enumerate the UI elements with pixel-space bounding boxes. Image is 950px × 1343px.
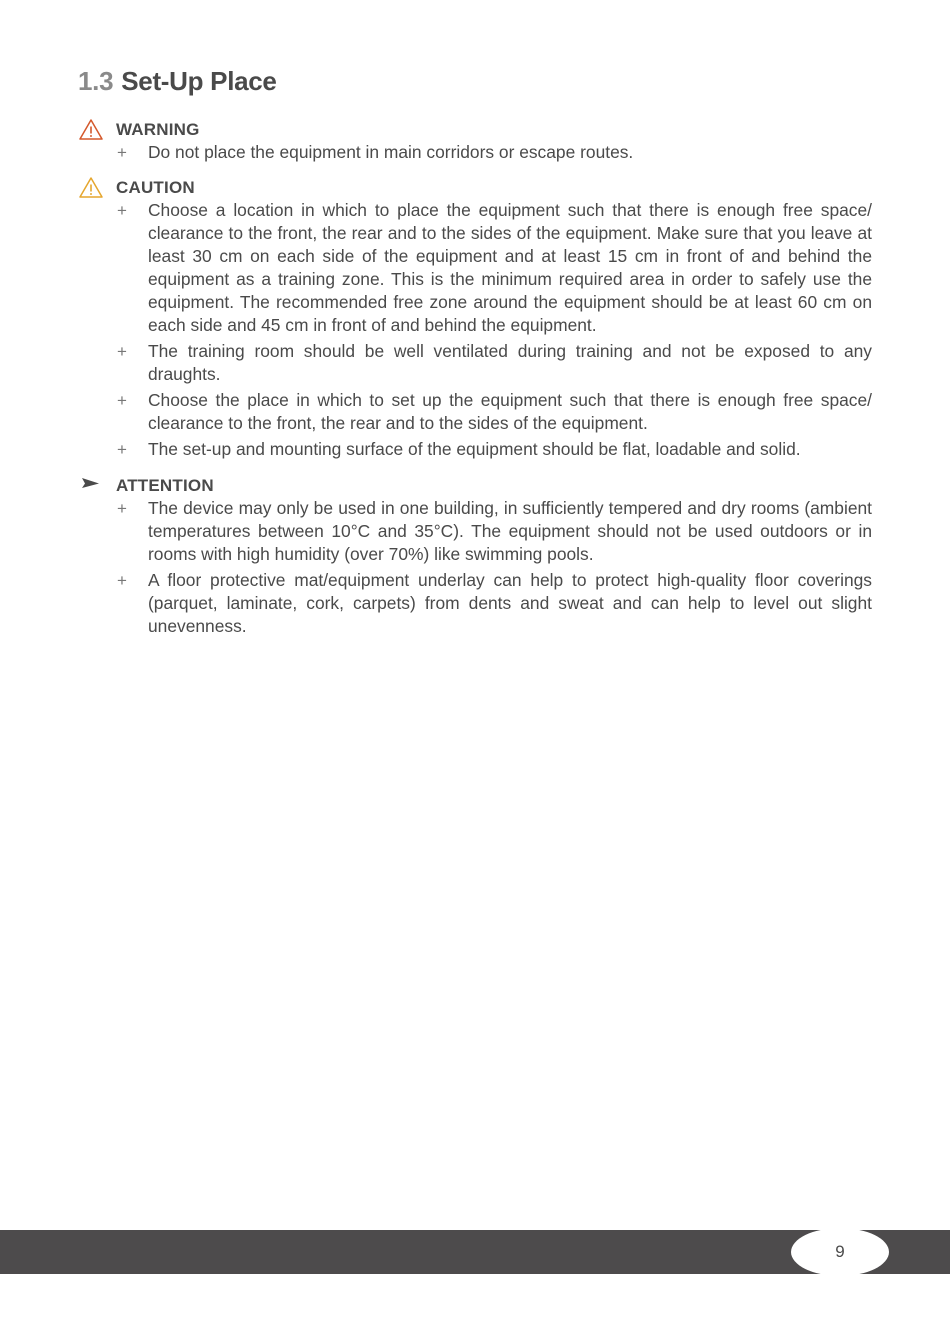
list-item — [78, 497, 872, 566]
caution-triangle-icon — [78, 176, 104, 199]
plus-bullet-icon: + — [117, 499, 127, 518]
warning-triangle-icon — [78, 118, 104, 141]
list-item — [78, 141, 872, 164]
warning-section — [78, 118, 872, 164]
attention-arrow-icon — [78, 474, 104, 497]
section-title: Set-Up Place — [121, 66, 277, 96]
item-text: The training room should be well ventilated during training and not be exposed to any draughts. — [148, 341, 872, 384]
item-text: Do not place the equipment in main corridors or escape routes. — [148, 142, 634, 162]
page-title — [78, 66, 277, 97]
item-text: The device may only be used in one building, in sufficiently tempered and dry rooms (ambient temperatures between 10°C and 35°C). The equipment should not be used outdoors or in rooms with high humidity (over 70%) like swimming pools. — [148, 498, 872, 564]
caution-list — [78, 199, 872, 461]
warning-header — [78, 118, 872, 141]
list-item — [78, 340, 872, 386]
plus-bullet-icon: + — [117, 571, 127, 590]
item-text: Choose the place in which to set up the equipment such that there is enough free space/ clearance to the front, the rear and to the sides of the equipment. — [148, 390, 872, 433]
plus-bullet-icon: + — [117, 391, 127, 410]
attention-label: ATTENTION — [116, 476, 214, 495]
list-item — [78, 389, 872, 435]
plus-bullet-icon: + — [117, 201, 127, 220]
attention-section — [78, 474, 872, 638]
list-item — [78, 199, 872, 337]
caution-label: CAUTION — [116, 178, 195, 197]
section-number: 1.3 — [78, 66, 114, 96]
list-item — [78, 569, 872, 638]
item-text: The set-up and mounting surface of the equipment should be flat, loadable and solid. — [148, 439, 801, 459]
caution-section — [78, 176, 872, 461]
plus-bullet-icon: + — [117, 440, 127, 459]
plus-bullet-icon: + — [117, 143, 127, 162]
page-number-badge — [791, 1228, 889, 1276]
page-number: 9 — [835, 1242, 845, 1261]
warning-label: WARNING — [116, 120, 200, 139]
attention-header — [78, 474, 872, 497]
plus-bullet-icon: + — [117, 342, 127, 361]
attention-list — [78, 497, 872, 638]
item-text: A floor protective mat/equipment underlay can help to protect high-quality floor coverings (parquet, laminate, cork, carpets) from dents and sweat and can help to level out slight unevenness. — [148, 570, 872, 636]
warning-list — [78, 141, 872, 164]
list-item — [78, 438, 872, 461]
caution-header — [78, 176, 872, 199]
item-text: Choose a location in which to place the equipment such that there is enough free space/ clearance to the front, the rear and to the sides of the equipment. Make sure that you leave at least 30 cm on each side of the equipment and at least 15 cm in front of and behind the equipment as a training zone. This is the minimum required area in order to safely use the equipment. The recommended free zone around the equipment should be at least 60 cm on each side and 45 cm in front of and behind the equipment. — [148, 200, 872, 335]
